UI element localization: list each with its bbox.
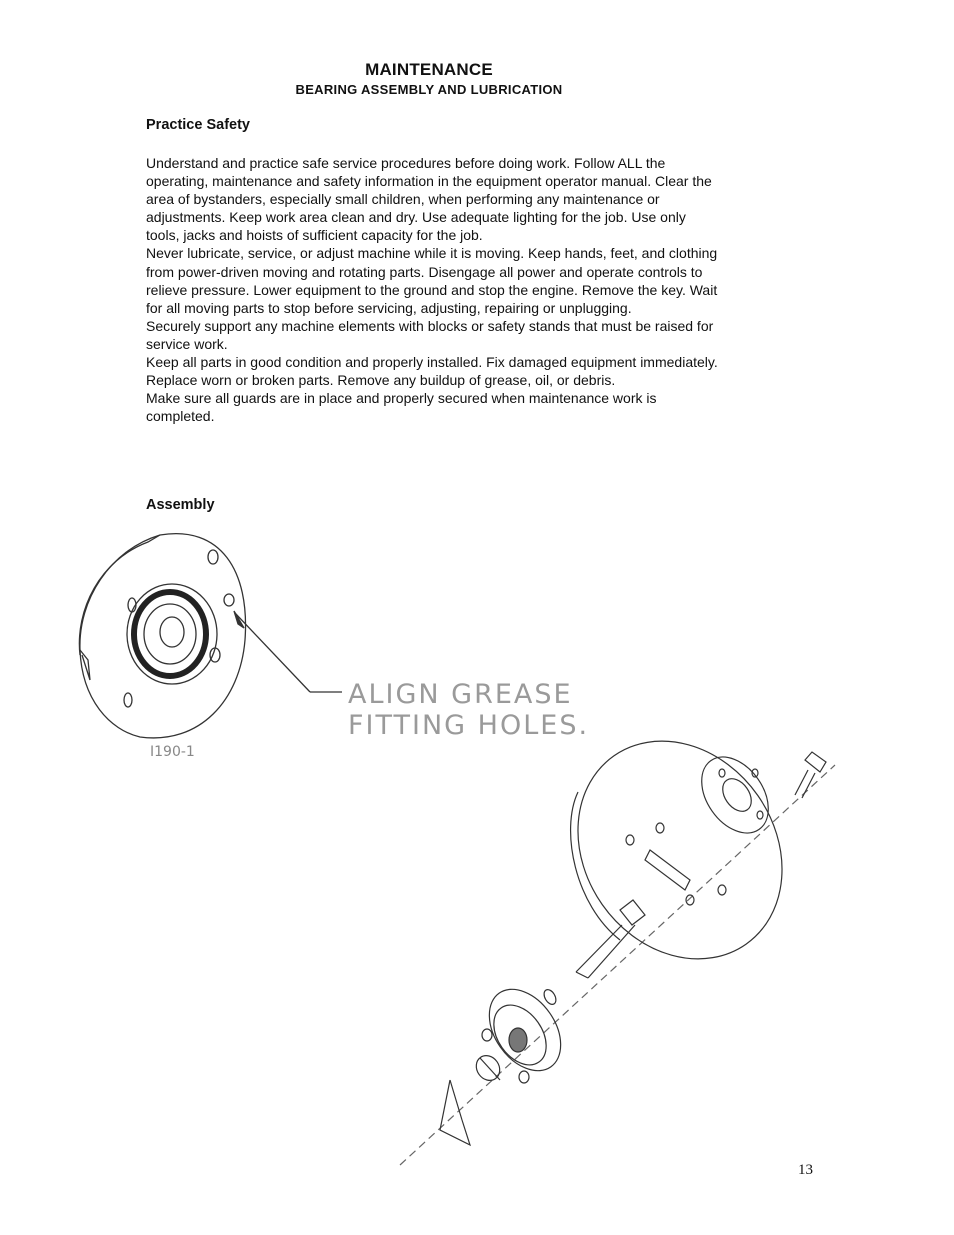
- safety-paragraph: Make sure all guards are in place and properly secured when maintenance work is completed.: [146, 390, 657, 425]
- page-title: MAINTENANCE: [365, 60, 493, 79]
- flange-drawing: [79, 534, 342, 738]
- safety-paragraph: Understand and practice safe service procedures before doing work. Follow ALL the operating, maintenance and safety information in the equipment operator manual. Clear the area of bystanders, especially small children, when performing any maintenance or adjustments. Keep work area clean and dry. Use adequate lighting for the job. Use only tools, jacks and hoists of sufficient capacity for the job.: [146, 155, 712, 244]
- callout-align-grease: ALIGN GREASE: [348, 679, 573, 710]
- exploded-drawing: [400, 701, 835, 1165]
- callout-fitting-holes: FITTING HOLES.: [348, 710, 590, 741]
- safety-body: [146, 154, 721, 425]
- page-subtitle: BEARING ASSEMBLY AND LUBRICATION: [295, 82, 563, 97]
- practice-safety-heading: Practice Safety: [146, 117, 250, 133]
- page-number: 13: [798, 1162, 813, 1178]
- safety-paragraph: Keep all parts in good condition and properly installed. Fix damaged equipment immediately. Replace worn or broken parts. Remove any buildup of grease, oil, or debris.: [146, 354, 718, 389]
- figure-id-label: I190-1: [150, 744, 195, 760]
- safety-paragraph: Securely support any machine elements with blocks or safety stands that must be raised for service work.: [146, 317, 714, 352]
- safety-paragraph: Never lubricate, service, or adjust machine while it is moving. Keep hands, feet, and clothing from power-driven moving and rotating parts. Disengage all power and operate controls to relieve pressure. Lower equipment to the ground and stop the engine. Remove the key. Wait for all moving parts to stop before servicing, adjusting, repairing or unplugging.: [146, 245, 718, 316]
- assembly-heading: Assembly: [146, 497, 215, 513]
